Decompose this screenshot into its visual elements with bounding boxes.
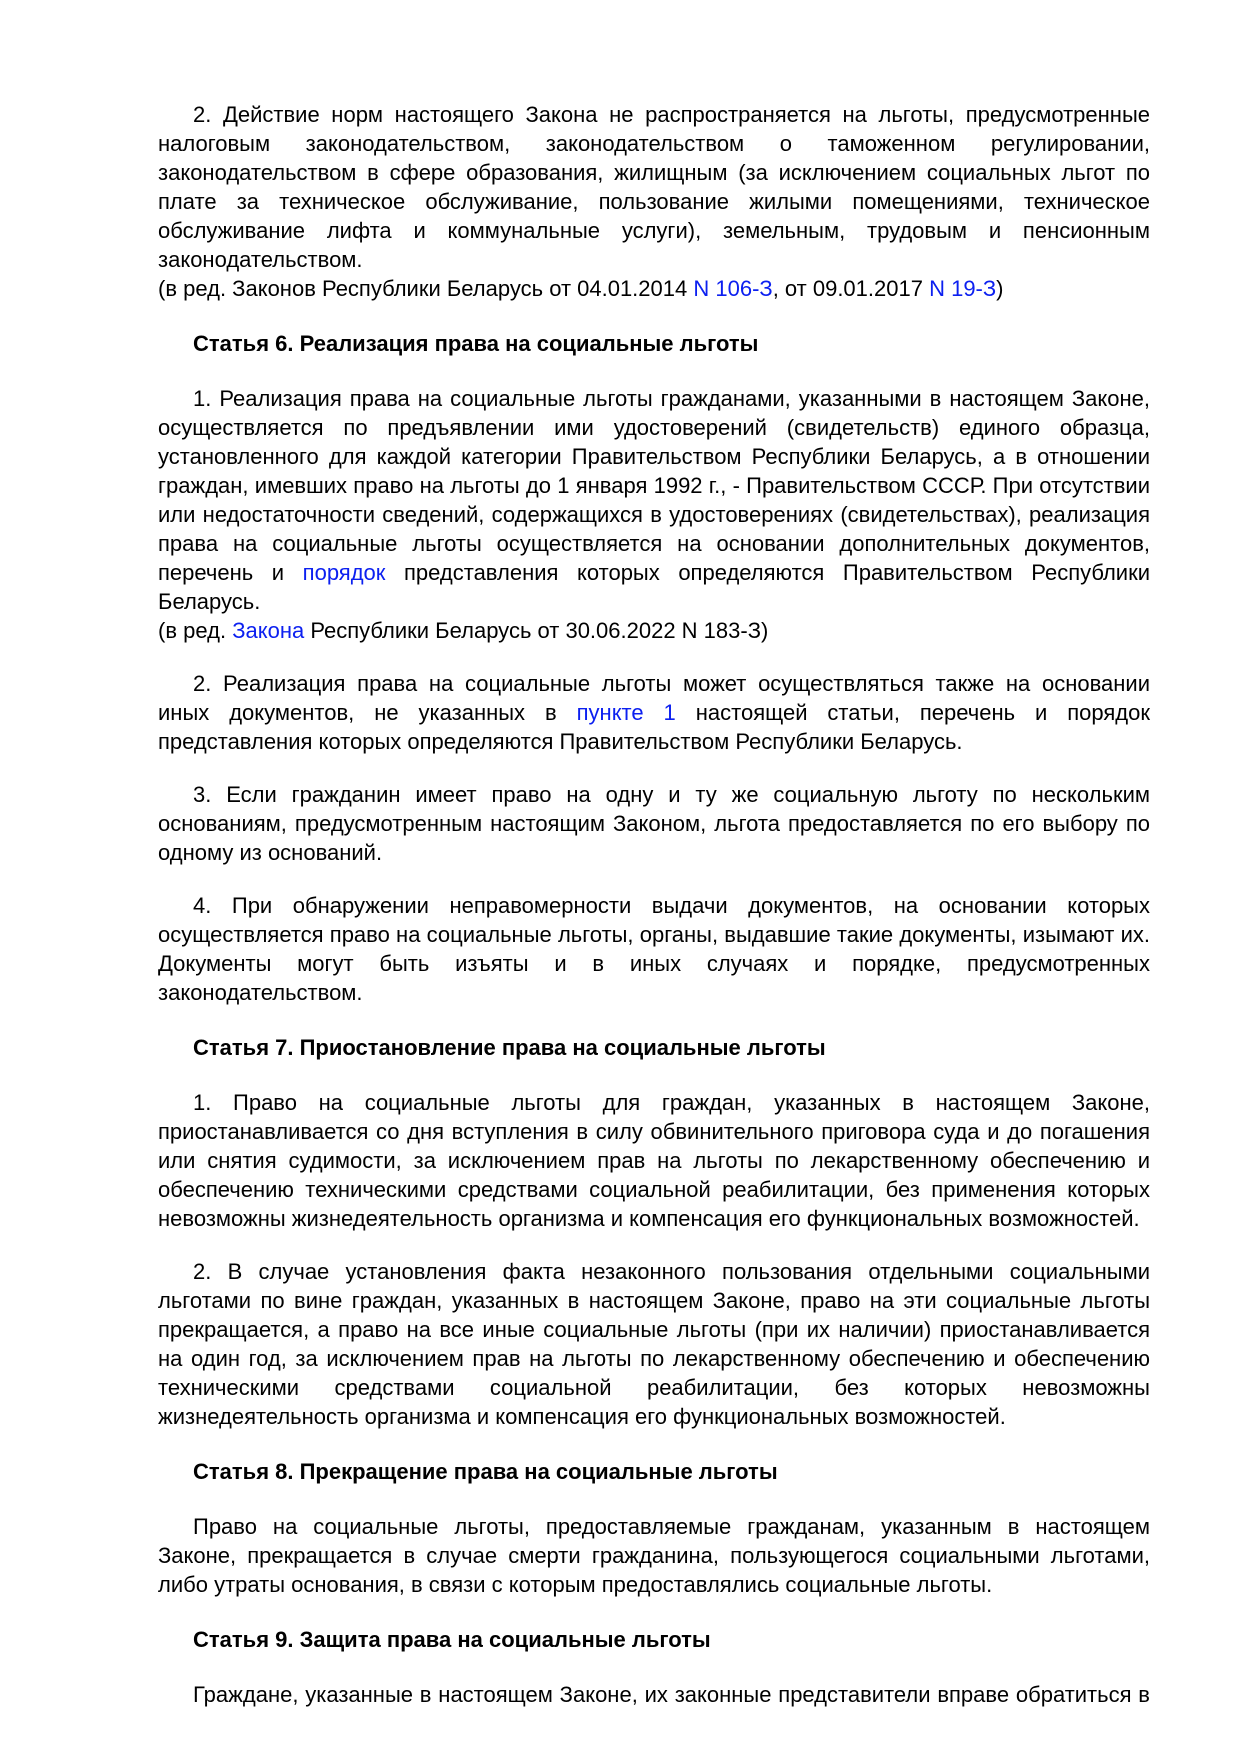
body-paragraph: [158, 891, 1150, 1007]
article-heading: [158, 1457, 1150, 1486]
body-paragraph: [158, 1088, 1150, 1233]
text-run: Республики Беларусь от 30.06.2022 N 183-З): [304, 618, 769, 643]
document-link[interactable]: порядок: [302, 560, 386, 585]
text-run: Право на социальные льготы, предоставляемые гражданам, указанным в настоящем Законе, прекращается в случае смерти гражданина, пользующегося социальными льготами, либо утраты основания, в связи с которым предоставлялись социальные льготы.: [158, 1514, 1150, 1597]
body-paragraph: [158, 780, 1150, 867]
body-paragraph: [158, 100, 1150, 274]
text-run: настоящей статьи, перечень и порядок представления которых определяются Правительством Республики Беларусь.: [158, 700, 1150, 754]
text-run: 4. При обнаружении неправомерности выдачи документов, на основании которых осуществляется право на социальные льготы, органы, выдавшие такие документы, изымают их. Документы могут быть изъяты и в иных случаях и порядке, предусмотренных законодательством.: [158, 893, 1150, 1005]
text-run: ): [996, 276, 1004, 301]
article-heading: [158, 1033, 1150, 1062]
document-link[interactable]: N 106-З: [693, 276, 773, 301]
text-run: (в ред.: [158, 618, 233, 643]
amendment-note: [158, 274, 1150, 303]
text-run: 1. Право на социальные льготы для граждан, указанных в настоящем Законе, приостанавливается со дня вступления в силу обвинительного приговора суда и до погашения или снятия судимости, за исключением прав на льготы по лекарственному обеспечению и обеспечению техническими средствами социальной реабилитации, без применения которых невозможны жизнедеятельность организма и компенсация его функциональных возможностей.: [158, 1090, 1150, 1231]
document-link[interactable]: N 19-З: [929, 276, 997, 301]
article-heading: [158, 329, 1150, 358]
body-paragraph: [158, 1680, 1150, 1709]
text-run: Статья 7. Приостановление права на социальные льготы: [193, 1035, 826, 1060]
document-body: [158, 100, 1150, 1709]
article-heading: [158, 1625, 1150, 1654]
text-run: Статья 6. Реализация права на социальные льготы: [193, 331, 759, 356]
text-run: (в ред. Законов Республики Беларусь от 04.01.2014: [158, 276, 694, 301]
text-run: 2. В случае установления факта незаконного пользования отдельными социальными льготами по вине граждан, указанных в настоящем Законе, право на эти социальные льготы прекращается, а право на все иные социальные льготы (при их наличии) приостанавливается на один год, за исключением прав на льготы по лекарственному обеспечению и обеспечению техническими средствами социальной реабилитации, без которых невозможны жизнедеятельность организма и компенсация его функциональных возможностей.: [158, 1259, 1150, 1429]
text-run: Статья 9. Защита права на социальные льготы: [193, 1627, 711, 1652]
body-paragraph: [158, 1512, 1150, 1599]
text-run: 1. Реализация права на социальные льготы гражданами, указанными в настоящем Законе, осуществляется по предъявлении ими удостоверений (свидетельств) единого образца, установленного для каждой категории Правительством Республики Беларусь, а в отношении граждан, имевших право на льготы до 1 января 1992 г., - Правительством СССР. При отсутствии или недостаточности сведений, содержащихся в удостоверениях (свидетельствах), реализация права на социальные льготы осуществляется на основании дополнительных документов, перечень и: [158, 386, 1150, 585]
text-run: Граждане, указанные в настоящем Законе, их законные представители вправе обратиться в: [193, 1682, 1150, 1707]
text-run: , от 09.01.2017: [772, 276, 930, 301]
document-link[interactable]: пункте 1: [576, 700, 676, 725]
text-run: представления которых определяются Правительством Республики Беларусь.: [158, 560, 1151, 614]
amendment-note: [158, 616, 1150, 645]
body-paragraph: [158, 384, 1150, 616]
document-link[interactable]: Закона: [232, 618, 305, 643]
text-run: 2. Реализация права на социальные льготы может осуществляться также на основании иных документов, не указанных в: [158, 671, 1150, 725]
text-run: 2. Действие норм настоящего Закона не распространяется на льготы, предусмотренные налоговым законодательством, законодательством о таможенном регулировании, законодательством в сфере образования, жилищным (за исключением социальных льгот по плате за техническое обслуживание, пользование жилыми помещениями, техническое обслуживание лифта и коммунальные услуги), земельным, трудовым и пенсионным законодательством.: [158, 102, 1150, 272]
text-run: 3. Если гражданин имеет право на одну и ту же социальную льготу по нескольким основаниям, предусмотренным настоящим Законом, льгота предоставляется по его выбору по одному из оснований.: [158, 782, 1150, 865]
text-run: Статья 8. Прекращение права на социальные льготы: [193, 1459, 778, 1484]
body-paragraph: [158, 1257, 1150, 1431]
body-paragraph: [158, 669, 1150, 756]
